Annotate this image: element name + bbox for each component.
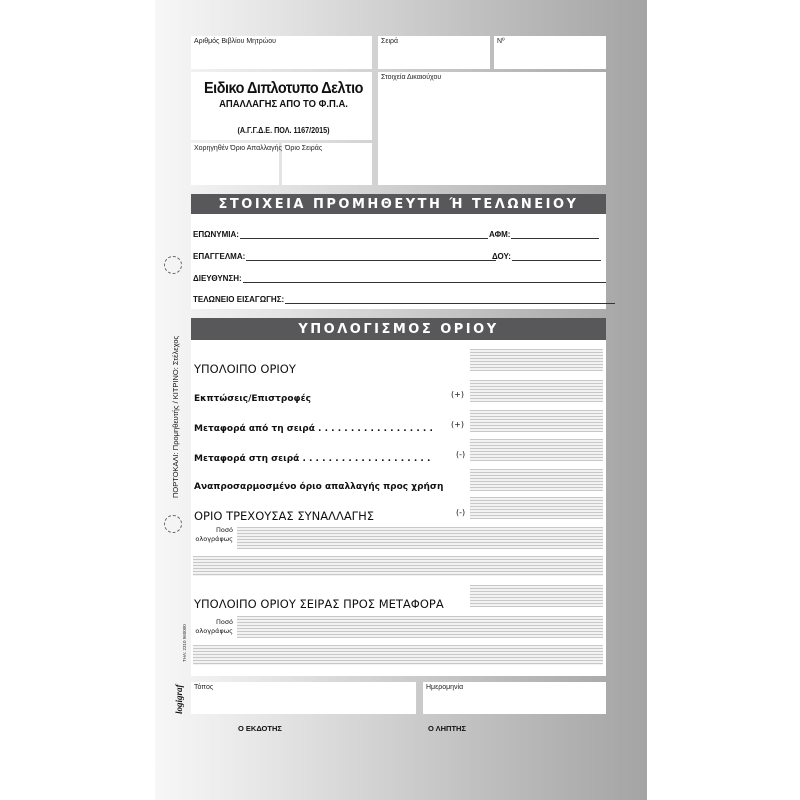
name-line[interactable]	[240, 230, 488, 239]
place-label: Τόπος	[194, 684, 214, 691]
series-limit-label: Όριο Σειράς	[285, 145, 323, 152]
profession-label: ΕΠΑΓΓΕΛΜΑ:	[193, 252, 246, 261]
tax-office-label: ΔΟΥ:	[492, 252, 511, 261]
vat-line[interactable]	[511, 230, 599, 239]
calc-row-input[interactable]	[470, 349, 603, 371]
copies-note: ΠΟΡΤΟΚΑΛΙ: Προμηθευτής / ΚΙΤΡΙΝΟ: Στέλεχος	[171, 335, 180, 498]
beneficiary-box[interactable]	[378, 72, 606, 185]
amount-words-input[interactable]	[237, 527, 603, 549]
calc-row-input[interactable]	[470, 439, 603, 461]
address-line[interactable]	[243, 274, 606, 283]
title-box	[191, 72, 372, 140]
carry-over-words-continuation[interactable]	[193, 645, 603, 665]
address-field[interactable]	[193, 274, 606, 283]
calc-row-sign: (+)	[451, 420, 464, 429]
vat-label: ΑΦΜ:	[489, 230, 511, 239]
carry-over-input[interactable]	[470, 585, 603, 607]
calc-row-sign: (-)	[456, 508, 466, 517]
carry-over-words-input[interactable]	[237, 616, 603, 638]
calc-row-label: ΟΡΙΟ ΤΡΕΧΟΥΣΑΣ ΣΥΝΑΛΛΑΓΗΣ	[194, 509, 375, 523]
recipient-signature-label: Ο ΛΗΠΤΗΣ	[428, 724, 466, 733]
calc-row-label: ΥΠΟΛΟΙΠΟ ΟΡΙΟΥ	[194, 362, 296, 376]
form-title: Ειδικο Διπλοτυπο Δελτιο	[204, 80, 363, 97]
vat-field[interactable]	[489, 230, 599, 239]
amount-words-continuation[interactable]	[193, 556, 603, 576]
tax-office-line[interactable]	[512, 252, 601, 261]
brand-logo: logigraf	[174, 684, 184, 714]
customs-line[interactable]	[285, 295, 615, 304]
date-label: Ημερομηνία	[426, 684, 464, 691]
book-number-label: Αριθμός Βιβλίου Μητρώου	[194, 38, 276, 45]
granted-limit-label: Χορηγηθέν Όριο Απαλλαγής	[194, 145, 282, 152]
customs-label: ΤΕΛΩΝΕΙΟ ΕΙΣΑΓΩΓΗΣ:	[193, 295, 285, 304]
name-field[interactable]	[193, 230, 488, 239]
place-box[interactable]	[191, 682, 416, 714]
profession-line[interactable]	[246, 252, 496, 261]
calc-row-label: Μεταφορά στη σειρά . . . . . . . . . . . . . . . . . . . .	[194, 454, 431, 464]
address-label: ΔΙΕΥΘΥΝΣΗ:	[193, 274, 242, 283]
form-subtitle: ΑΠΑΛΛΑΓΗΣ ΑΠΟ ΤΟ Φ.Π.Α.	[219, 98, 348, 110]
supplier-section-heading: ΣΤΟΙΧΕΙΑ ΠΡΟΜΗΘΕΥΤΗ Ή ΤΕΛΩΝΕΙΟΥ	[191, 194, 606, 214]
number-label: Νº	[497, 38, 505, 45]
issuer-signature-label: Ο ΕΚΔΟΤΗΣ	[238, 724, 282, 733]
calc-row-label: Αναπροσαρμοσμένο όριο απαλλαγής προς χρήση	[194, 482, 444, 492]
calc-row-input[interactable]	[470, 497, 603, 519]
series-box[interactable]	[378, 36, 490, 69]
series-label: Σειρά	[381, 38, 399, 45]
calculation-section-heading: ΥΠΟΛΟΓΙΣΜΟΣ ΟΡΙΟΥ	[191, 318, 606, 340]
name-label: ΕΠΩΝΥΜΙΑ:	[193, 230, 239, 239]
profession-field[interactable]	[193, 252, 496, 261]
calc-row-sign: (-)	[456, 450, 466, 459]
granted-limit-box[interactable]	[191, 143, 282, 185]
calc-row-input[interactable]	[470, 380, 603, 402]
supplier-panel	[191, 214, 606, 309]
series-limit-box[interactable]	[282, 143, 372, 185]
punch-hole-icon	[164, 515, 182, 533]
form-reference: (Α.Γ.Γ.Δ.Ε. ΠΟΛ. 1167/2015)	[237, 126, 330, 135]
tax-office-field[interactable]	[492, 252, 601, 261]
calculation-panel	[191, 340, 606, 676]
punch-hole-icon	[164, 256, 182, 274]
book-number-box[interactable]	[191, 36, 372, 69]
date-box[interactable]	[423, 682, 606, 714]
calc-row-input[interactable]	[470, 410, 603, 432]
carry-over-label: ΥΠΟΛΟΙΠΟ ΟΡΙΟΥ ΣΕΙΡΑΣ ΠΡΟΣ ΜΕΤΑΦΟΡΑ	[194, 597, 444, 611]
amount-words-label: Ποσό ολογράφως	[195, 526, 233, 543]
product-code: ΤΗΑ: 2310 960000	[182, 624, 187, 662]
carry-over-words-label: Ποσό ολογράφως	[195, 618, 233, 635]
number-box[interactable]	[494, 36, 606, 69]
calc-row-label: Εκπτώσεις/Επιστροφές	[194, 394, 311, 404]
calc-row-label: Μεταφορά από τη σειρά . . . . . . . . . . . . . . . . . .	[194, 424, 433, 434]
calc-row-sign: (+)	[451, 390, 464, 399]
beneficiary-label: Στοιχεία Δικαιούχου	[381, 74, 442, 81]
customs-field[interactable]	[193, 295, 615, 304]
calc-row-input[interactable]	[470, 469, 603, 491]
